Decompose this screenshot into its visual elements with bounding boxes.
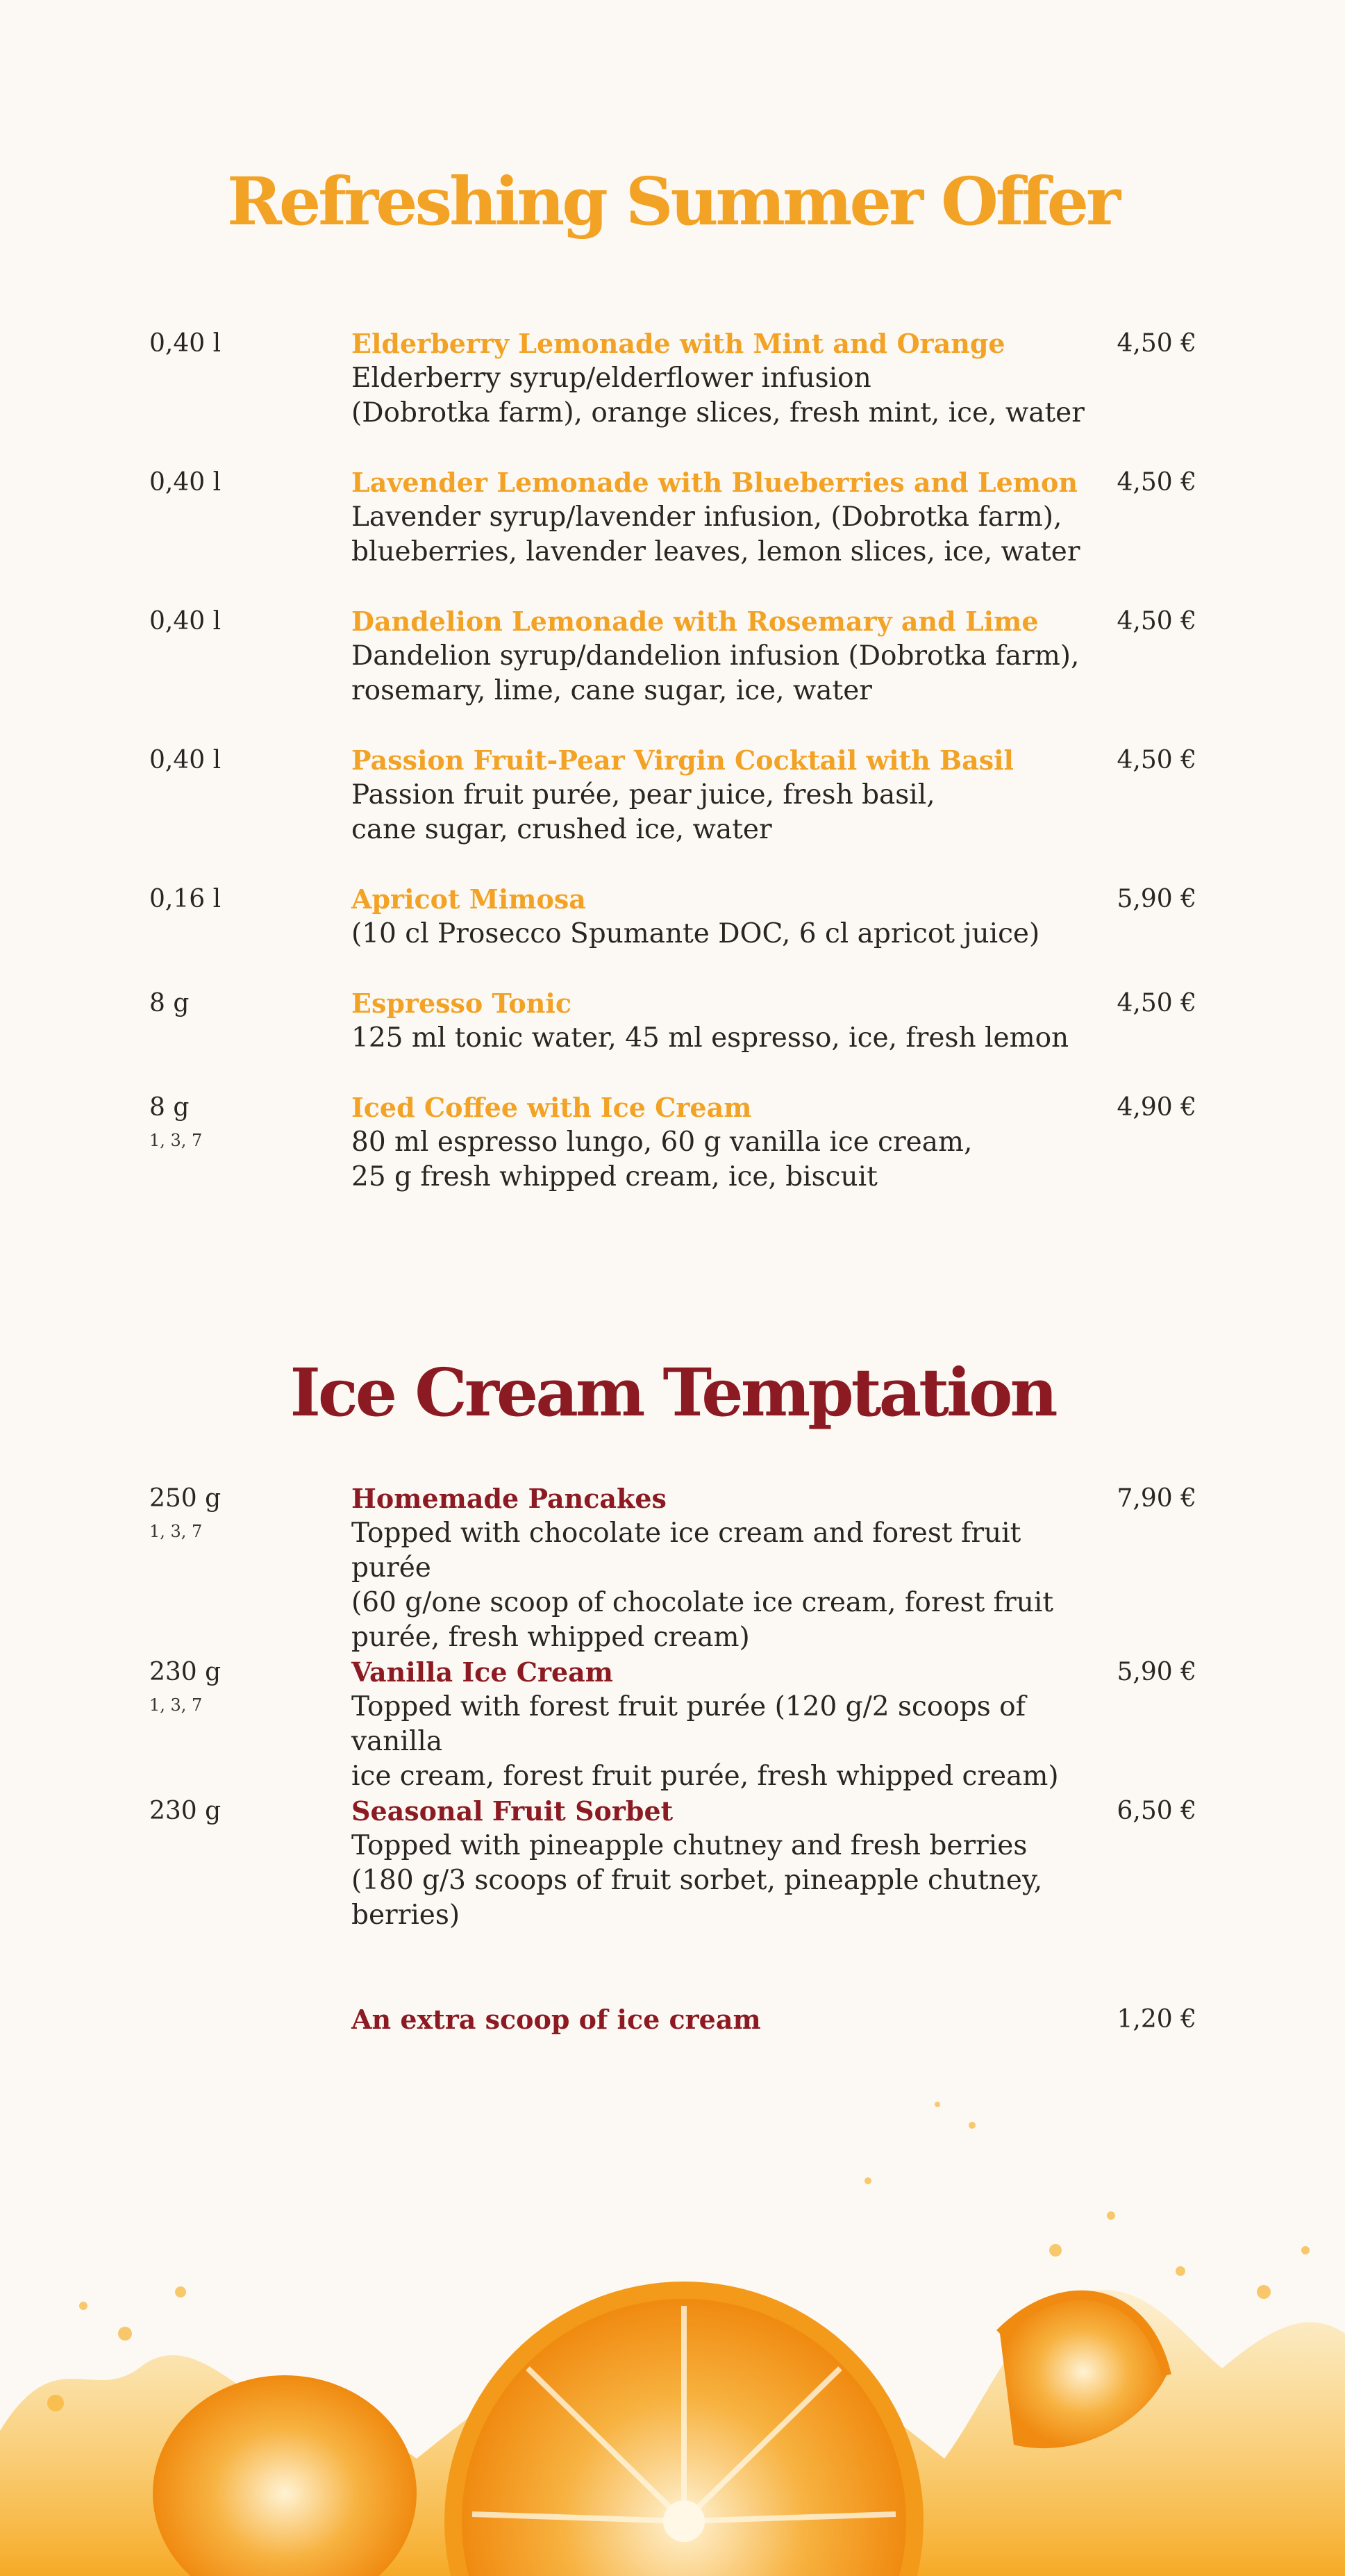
item-price: 6,50 € [1117, 1797, 1196, 1825]
item-description: purée, fresh whipped cream) [351, 1622, 750, 1653]
item-quantity: 0,16 l [149, 885, 222, 913]
item-description: Lavender syrup/lavender infusion, (Dobrotka farm), [351, 501, 1062, 533]
item-price: 4,50 € [1117, 607, 1196, 635]
item-name: Seasonal Fruit Sorbet [351, 1795, 674, 1827]
item-price: 1,20 € [1117, 2005, 1196, 2034]
item-description: cane sugar, crushed ice, water [351, 814, 772, 845]
item-description: Topped with forest fruit purée (120 g/2 scoops of vanilla [351, 1691, 1026, 1757]
item-name: Espresso Tonic [351, 988, 571, 1019]
orange-splash-illustration [0, 2042, 1345, 2576]
item-description: Topped with pineapple chutney and fresh berries [351, 1830, 1028, 1861]
item-name: Iced Coffee with Ice Cream [351, 1092, 752, 1123]
item-price: 4,50 € [1117, 989, 1196, 1017]
item-quantity: 0,40 l [149, 746, 222, 774]
item-description: (10 cl Prosecco Spumante DOC, 6 cl apricot juice) [351, 918, 1040, 949]
item-quantity: 8 g [149, 1093, 190, 1122]
item-description: ice cream, forest fruit purée, fresh whipped cream) [351, 1761, 1059, 1792]
item-price: 4,50 € [1117, 329, 1196, 358]
item-description: (180 g/3 scoops of fruit sorbet, pineapple chutney, [351, 1865, 1043, 1896]
item-name: An extra scoop of ice cream [351, 2004, 761, 2035]
item-name: Vanilla Ice Cream [351, 1656, 613, 1688]
item-name: Dandelion Lemonade with Rosemary and Lime [351, 606, 1039, 637]
item-price: 4,90 € [1117, 1093, 1196, 1122]
item-allergens: 1, 3, 7 [149, 1131, 203, 1150]
item-description: Topped with chocolate ice cream and forest fruit purée [351, 1518, 1021, 1584]
item-price: 4,50 € [1117, 746, 1196, 774]
item-price: 5,90 € [1117, 885, 1196, 913]
item-quantity: 0,40 l [149, 607, 222, 635]
item-allergens: 1, 3, 7 [149, 1695, 203, 1715]
item-description: Passion fruit purée, pear juice, fresh basil, [351, 779, 935, 811]
item-allergens: 1, 3, 7 [149, 1522, 203, 1541]
item-name: Lavender Lemonade with Blueberries and Lemon [351, 467, 1078, 498]
item-quantity: 0,40 l [149, 468, 222, 497]
item-description: 25 g fresh whipped cream, ice, biscuit [351, 1161, 878, 1193]
item-quantity: 8 g [149, 989, 190, 1017]
ice-cream-section-title: Ice Cream Temptation [290, 1354, 1055, 1431]
item-name: Passion Fruit-Pear Virgin Cocktail with Basil [351, 745, 1014, 776]
item-quantity: 250 g [149, 1484, 222, 1513]
item-name: Homemade Pancakes [351, 1483, 667, 1514]
item-description: blueberries, lavender leaves, lemon slices, ice, water [351, 536, 1080, 567]
item-quantity: 230 g [149, 1658, 222, 1686]
item-quantity: 230 g [149, 1797, 222, 1825]
item-name: Apricot Mimosa [351, 883, 586, 915]
summer-section-title: Refreshing Summer Offer [226, 163, 1119, 240]
item-description: 80 ml espresso lungo, 60 g vanilla ice cream, [351, 1127, 973, 1158]
item-description: berries) [351, 1900, 460, 1931]
item-description: (60 g/one scoop of chocolate ice cream, forest fruit [351, 1587, 1053, 1618]
item-description: 125 ml tonic water, 45 ml espresso, ice, fresh lemon [351, 1022, 1069, 1054]
item-description: Dandelion syrup/dandelion infusion (Dobrotka farm), [351, 640, 1080, 672]
item-price: 4,50 € [1117, 468, 1196, 497]
item-description: (Dobrotka farm), orange slices, fresh mint, ice, water [351, 397, 1085, 429]
item-price: 5,90 € [1117, 1658, 1196, 1686]
item-description: rosemary, lime, cane sugar, ice, water [351, 675, 872, 706]
item-quantity: 0,40 l [149, 329, 222, 358]
item-description: Elderberry syrup/elderflower infusion [351, 363, 871, 394]
item-price: 7,90 € [1117, 1484, 1196, 1513]
item-name: Elderberry Lemonade with Mint and Orange [351, 328, 1005, 359]
